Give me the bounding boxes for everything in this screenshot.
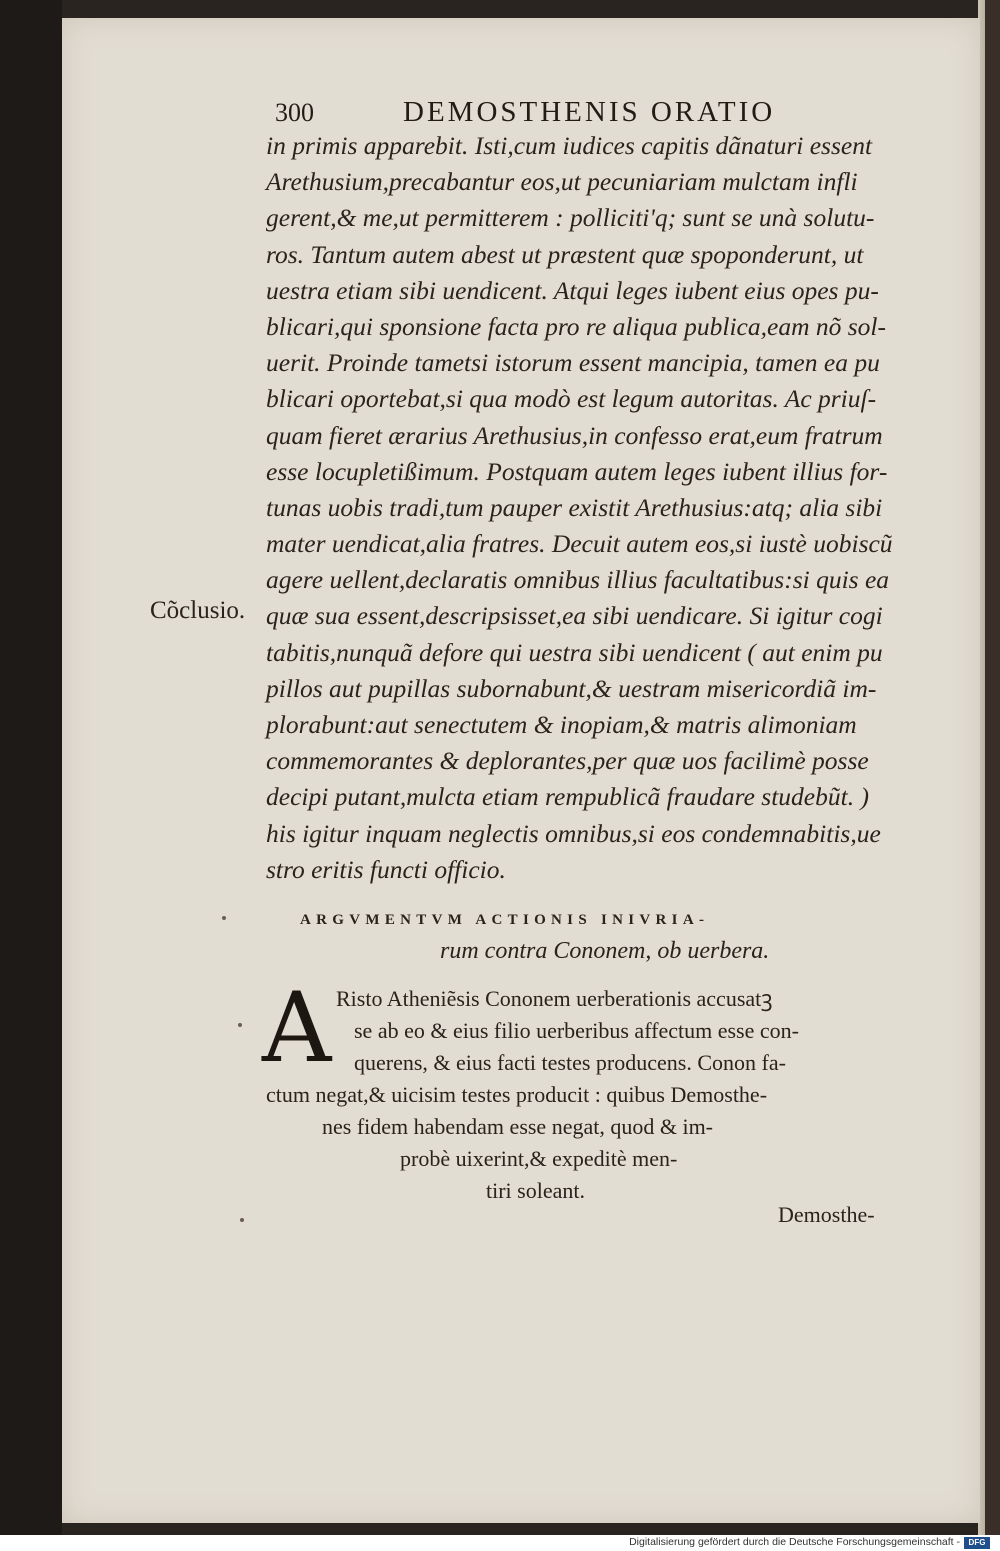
argument-line: Risto Atheniẽsis Cononem uerberationis accusatꝫ [336,986,773,1011]
text-line: blicari,qui sponsione facta pro re aliqua publica,eam nõ sol- [266,311,886,341]
running-title: DEMOSTHENIS ORATIO [403,96,776,128]
drop-cap-initial: A [262,972,332,1084]
catchword: Demosthe- [778,1202,875,1227]
text-line: mater uendicat,alia fratres. Decuit autem eos,si iustè uobiscũ [266,529,893,559]
text-line: ros. Tantum autem abest ut præstent quæ spoponderunt, ut [266,239,864,269]
argument-line: tiri soleant. [486,1178,585,1203]
marginal-note: Cõclusio. [150,597,246,624]
text-line: esse locupletißimum. Postquam autem leges iubent illius for- [266,456,888,486]
running-head [275,96,835,130]
text-line: agere uellent,declaratis omnibus illius facultatibus:si quis ea [266,565,890,595]
right-dark-margin [985,0,1000,1535]
digitization-footer [0,1535,1000,1551]
text-line: tunas uobis tradi,tum pauper existit Arethusius:atq; alia sibi [266,492,883,522]
left-dark-margin [0,0,62,1535]
paper-speck [240,1218,244,1222]
argument-line: probè uixerint,& expeditè men- [400,1146,678,1171]
text-line: in primis apparebit. Isti,cum iudices capitis dãnaturi essent [266,131,873,160]
text-line: uestra etiam sibi uendicent. Atqui leges iubent eius opes pu- [266,275,879,305]
argument-subheading: rum contra Cononem, ob uerbera. [440,938,770,964]
page-number: 300 [275,98,314,127]
text-line: tabitis,nunquã defore qui uestra sibi uendicent ( aut enim pu [266,637,883,667]
text-line: blicari oportebat,si qua modò est legum autoritas. Ac priuſ- [266,384,877,414]
text-line: uerit. Proinde tametsi istorum essent mancipia, tamen ea pu [266,348,880,378]
text-line: quam fieret ærarius Arethusius,in confesso erat,eum fratrum [266,420,883,450]
argument-line: querens, & eius facti testes producens. Conon fa- [354,1050,786,1075]
text-line: plorabunt:aut senectutem & inopiam,& matris alimoniam [266,710,857,739]
main-text-block [266,128,926,888]
argument-line: nes fidem habendam esse negat, quod & im- [322,1114,714,1139]
text-line: decipi putant,mulcta etiam rempublicã fraudare studebũt. ) [266,782,869,812]
footer-credit: Digitalisierung gefördert durch die Deutsche Forschungsgemeinschaft - [629,1536,960,1548]
dfg-logo-icon[interactable]: DFG [964,1537,990,1549]
argument-heading: ARGVMENTVM ACTIONIS INIVRIA- [300,912,710,928]
text-line: his igitur inquam neglectis omnibus,si eos condemnabitis,ue [266,818,881,848]
text-line: stro eritis functi officio. [266,854,506,884]
paper-speck [222,916,226,920]
text-line: commemorantes & deplorantes,per quæ uos facilimè posse [266,746,869,776]
argument-line: se ab eo & eius filio uerberibus affectum esse con- [354,1018,799,1043]
text-line: Arethusium,precabantur eos,ut pecuniariam mulctam infli [266,167,858,197]
text-line: gerent,& me,ut permitterem : polliciti'q; sunt se unà solutu- [266,203,875,233]
text-line: quæ sua essent,descripsisset,ea sibi uendicare. Si igitur cogi [266,601,883,631]
text-line: pillos aut pupillas subornabunt,& uestram misericordiã im- [266,673,877,703]
paper-speck [238,1023,242,1027]
argument-line: ctum negat,& uicisim testes producit : quibus Demosthe- [266,1082,768,1107]
